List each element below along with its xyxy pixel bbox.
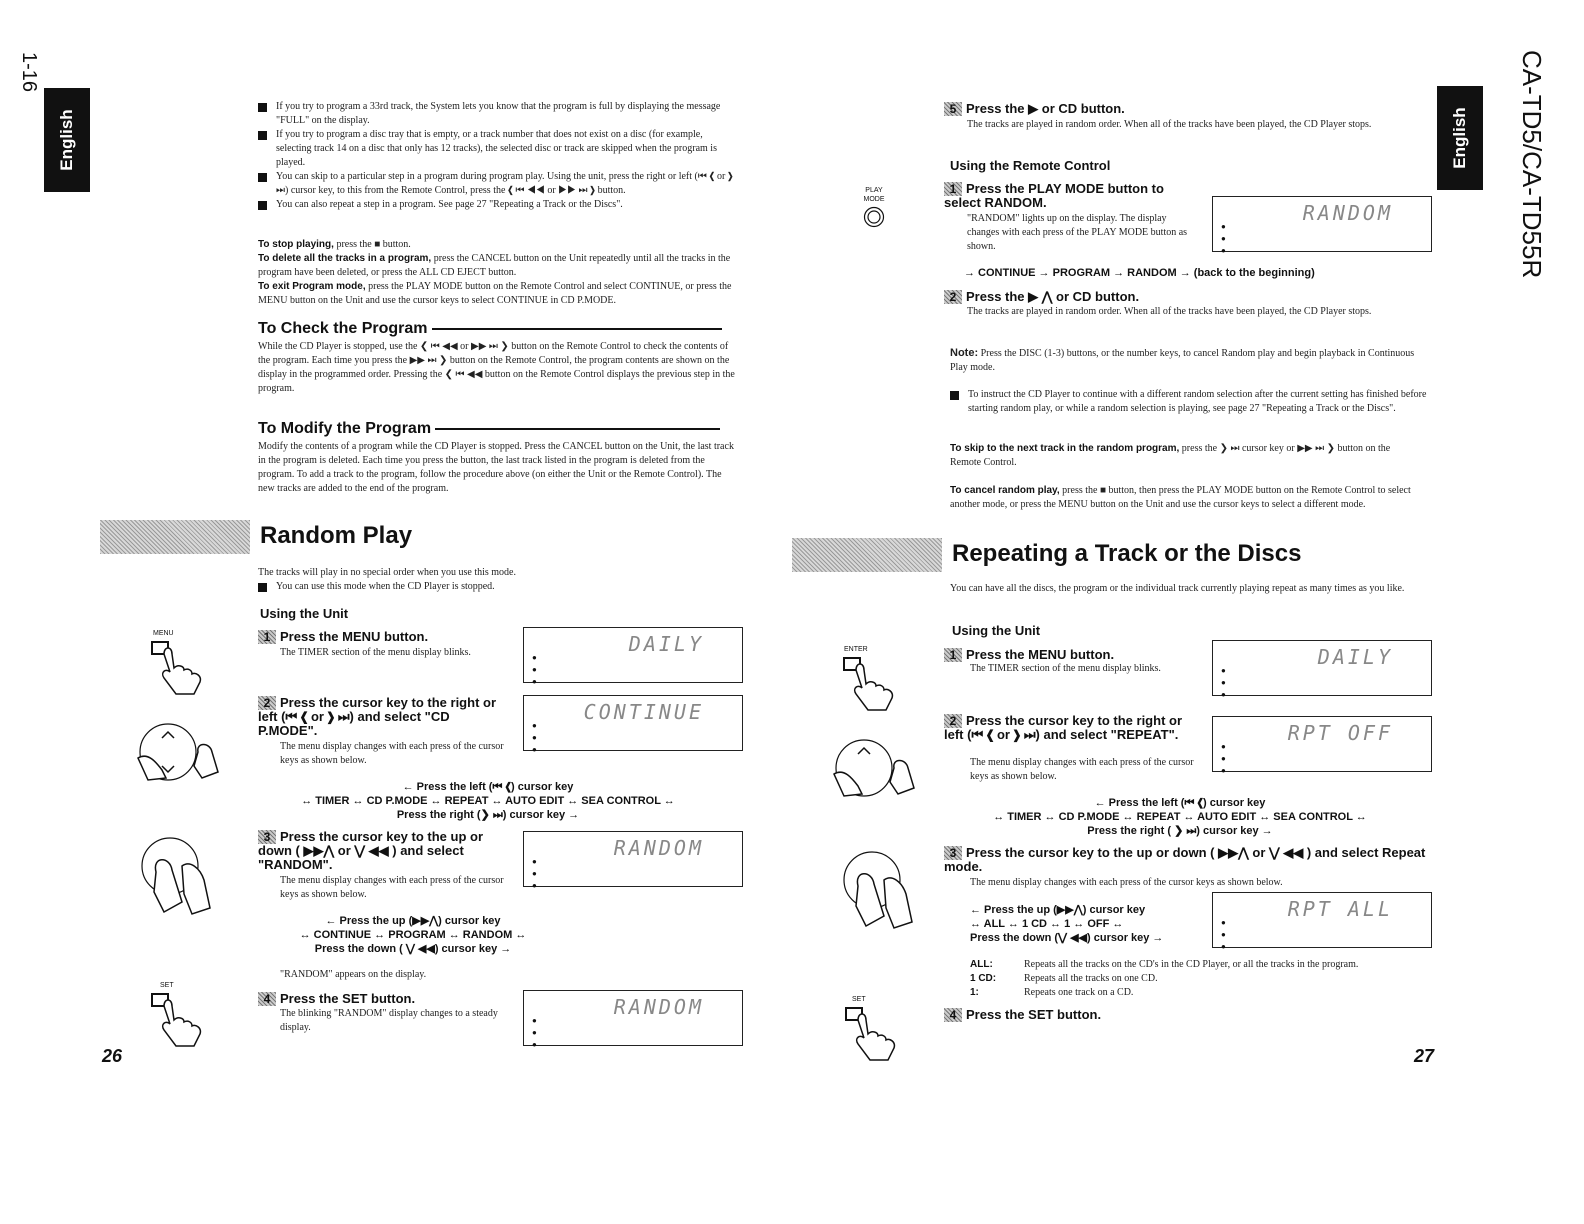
repeat-intro: You can have all the discs, the program or the individual track currently playing repeat as many times as you like. <box>950 583 1405 594</box>
play-mode-button-icon <box>863 206 885 228</box>
modify-program-body: Modify the contents of a program while the CD Player is stopped. Press the CANCEL button on the Unit, the last track in the program is deleted. Each time you press the button, the last track listed in the program is deleted from the program. To add a track to the program, follow the procedure above (on either the Unit or the Remote Control). The new tracks are added to the end of the program. <box>258 441 734 494</box>
page-number: 27 <box>1414 1046 1435 1066</box>
cursor-pad-icon <box>814 728 929 798</box>
op-stop: To stop playing, press the ■ button. <box>258 239 411 250</box>
step-4-title: 4 Press the SET button. <box>258 992 508 1006</box>
repeat-step-3-title: 3 Press the cursor key to the up or down ( ▶▶⋀ or ⋁ ◀◀ ) and select Repeat mode. <box>944 845 1426 874</box>
check-program-heading: To Check the Program <box>258 320 738 338</box>
repeat-definitions <box>970 958 1440 1000</box>
def-row: ALL: Repeats all the tracks on the CD's in the CD Player, or all the tracks in the program. <box>970 959 1359 970</box>
menu-flow: ← Press the left (⏮ ❮) cursor key ↔ TIMER ↔ CD P.MODE ↔ REPEAT ↔ AUTO EDIT ↔ SEA CONTROL ↔ Press the right (❯ ⏭) cursor key → <box>301 781 675 821</box>
page-number: 26 <box>102 1046 123 1066</box>
lcd-display: RANDOM ● ● ● <box>523 990 743 1046</box>
step-5-desc: The tracks are played in random order. When all of the tracks have been played, the CD Player stops. <box>967 119 1372 130</box>
enter-label: ENTER <box>844 646 868 653</box>
remote-step-2-desc: The tracks are played in random order. When all of the tracks have been played, the CD Player stops. <box>967 306 1372 317</box>
play-mode-label: PLAY MODE <box>863 187 885 203</box>
play-mode-flow: → CONTINUE → PROGRAM → RANDOM → (back to the beginning) <box>964 267 1315 279</box>
set-label: SET <box>160 982 174 989</box>
repeat-step-1-desc: The TIMER section of the menu display blinks. <box>970 663 1161 674</box>
remote-step-1-desc: "RANDOM" lights up on the display. The display changes with each press of the PLAY MODE button as shown. <box>967 213 1188 252</box>
repeat-step-2-title: 2 Press the cursor key to the right or left (⏮ ❮ or ❯ ⏭) and select "REPEAT". <box>944 713 1183 742</box>
step-1-title: 1 Press the MENU button. <box>258 630 508 644</box>
page-code: 1-16 <box>18 52 40 93</box>
def-row: 1: Repeats one track on a CD. <box>970 987 1134 998</box>
repeat-step-3-desc: The menu display changes with each press of the cursor keys as shown below. <box>970 877 1283 888</box>
using-unit-heading: Using the Unit <box>952 623 1041 638</box>
disc-icons: ● ● ● <box>532 653 537 686</box>
cursor-pad-icon <box>832 846 932 931</box>
section-bar <box>100 520 250 554</box>
remote-step-1-title: 1 Press the PLAY MODE button to select RANDOM. <box>944 181 1164 210</box>
right-page <box>792 0 1584 1224</box>
random-intro: The tracks will play in no special order when you use this mode. You can use this mode when the CD Player is stopped. <box>258 566 740 594</box>
step-1-desc: The TIMER section of the menu display blinks. <box>280 647 471 658</box>
repeat-step-2-desc: The menu display changes with each press of the cursor keys as shown below. <box>970 757 1194 782</box>
random-play-heading: Random Play <box>260 522 413 549</box>
bullet-item: If you try to program a disc tray that is empty, or a track number that does not exist on a disc (for example, selecting track 14 on a disc that only has 12 tracks), the selected disc or track are skipped when the program is played. <box>258 128 740 170</box>
repeat-heading: Repeating a Track or the Discs <box>952 540 1302 567</box>
lcd-display: DAILY ● ● ● <box>523 627 743 683</box>
step-5-title: 5 Press the ▶ or CD button. <box>944 102 1364 116</box>
bullet-item: If you try to program a 33rd track, the System lets you know that the program is full by displaying the message "FULL" on the display. <box>258 100 740 128</box>
random-bullet <box>950 388 1432 416</box>
check-program-body: While the CD Player is stopped, use the ❮ ⏮ ◀◀ or ▶▶ ⏭ ❯ button on the Remote Control to check the contents of the program. Each time you press the ▶▶ ⏭ ❯ button on the Remote Control, the program contents are shown on the display in the programmed order. Pressing the ❮ ⏮ ◀◀ button on the Remote Control displays the previous step in the program. <box>258 341 735 394</box>
repeat-step-4-title: 4 Press the SET button. <box>944 1008 1194 1022</box>
section-bar <box>792 538 942 572</box>
cursor-pad-icon <box>118 712 233 782</box>
note: Note: Press the DISC (1-3) buttons, or the number keys, to cancel Random play and begin playback in Continuous Play mode. <box>950 347 1415 373</box>
hand-press-icon <box>842 654 902 712</box>
remote-heading: Using the Remote Control <box>950 158 1111 173</box>
op-delete: To delete all the tracks in a program, press the CANCEL button on the Unit repeatedly until all the tracks in the program have been deleted, or press the ALL CD EJECT button. <box>258 253 731 278</box>
cursor-pad-icon <box>130 832 230 917</box>
bullet-item: You can use this mode when the CD Player is stopped. <box>258 580 740 594</box>
op-exit: To exit Program mode, press the PLAY MODE button on the Remote Control and select CONTINUE, or press the MENU button on the Unit and use the cursor keys to select CONTINUE in CD P.MODE. <box>258 281 732 306</box>
bullet-item: To instruct the CD Player to continue with a different random selection after the current setting has finished before starting random play, or while a random selection is playing, see page 27 "Repeating a Track or the Discs". <box>950 388 1432 416</box>
lcd-display: CONTINUE ● ● ● <box>523 695 743 751</box>
def-row: 1 CD: Repeats all the tracks on one CD. <box>970 973 1158 984</box>
lcd-display: RPT ALL ● ● ● <box>1212 892 1432 948</box>
step-3-title: 3 Press the cursor key to the up or down ( ▶▶⋀ or ⋁ ◀◀ ) and select "RANDOM". <box>258 829 484 872</box>
hand-press-icon <box>150 990 210 1048</box>
step-2-desc: The menu display changes with each press of the cursor keys as shown below. <box>280 741 504 766</box>
lcd-display: RANDOM ● ● ● <box>523 831 743 887</box>
language-tab: English <box>1437 86 1483 190</box>
mode-flow: ← Press the up (▶▶⋀) cursor key ↔ CONTINUE ↔ PROGRAM ↔ RANDOM ↔ Press the down ( ⋁ ◀◀) cursor key → <box>299 915 527 955</box>
repeat-step-1-title: 1 Press the MENU button. <box>944 648 1204 662</box>
menu-label: MENU <box>153 630 174 637</box>
skip-instruction: To skip to the next track in the random program, press the ❯ ⏭ cursor key or ▶▶ ⏭ ❯ button on the Remote Control. <box>950 443 1391 468</box>
repeat-flow: ← Press the up (▶▶⋀) cursor key ↔ ALL ↔ 1 CD ↔ 1 ↔ OFF ↔ Press the down (⋁ ◀◀) cursor key → <box>970 904 1164 944</box>
program-operations <box>258 238 740 308</box>
hand-press-icon <box>150 638 210 696</box>
cancel-instruction: To cancel random play, press the ■ button, then press the PLAY MODE button on the Remote Control to select another mode, or press the MENU button on the Unit and use the cursor keys to select a different mode. <box>950 485 1411 510</box>
lcd-display: DAILY ● ● ● <box>1212 640 1432 696</box>
menu-flow: ← Press the left (⏮ ❮) cursor key ↔ TIMER ↔ CD P.MODE ↔ REPEAT ↔ AUTO EDIT ↔ SEA CONTROL ↔ Press the right ( ❯ ⏭) cursor key → <box>993 797 1367 837</box>
model-number: CA-TD5/CA-TD55R <box>1517 50 1547 279</box>
language-tab: English <box>44 88 90 192</box>
bullet-item: You can also repeat a step in a program. See page 27 "Repeating a Track or the Discs". <box>258 198 740 212</box>
set-label: SET <box>852 996 866 1003</box>
lcd-display: RANDOM ● ● ● <box>1212 196 1432 252</box>
bullet-item: You can skip to a particular step in a program during program play. Using the unit, press the right or left (⏮ ❮ or ❯ ⏭) cursor key, to this from the Remote Control, press the ❮ ⏮ ◀◀ or ▶▶ ⏭ ❯ button. <box>258 170 740 198</box>
hand-press-icon <box>844 1004 904 1062</box>
step-4-desc: The blinking "RANDOM" display changes to a steady display. <box>280 1008 498 1033</box>
remote-step-2-title: 2 Press the ▶ ⋀ or CD button. <box>944 290 1364 304</box>
lcd-display: RPT OFF ● ● ● <box>1212 716 1432 772</box>
random-appears: "RANDOM" appears on the display. <box>280 969 427 980</box>
modify-program-heading: To Modify the Program <box>258 420 738 438</box>
step-3-desc: The menu display changes with each press of the cursor keys as shown below. <box>280 875 504 900</box>
step-2-title: 2 Press the cursor key to the right or left (⏮ ❮ or ❯ ⏭) and select "CD P.MODE". <box>258 695 497 738</box>
using-unit-heading: Using the Unit <box>260 606 349 621</box>
intro-bullets <box>258 100 740 212</box>
